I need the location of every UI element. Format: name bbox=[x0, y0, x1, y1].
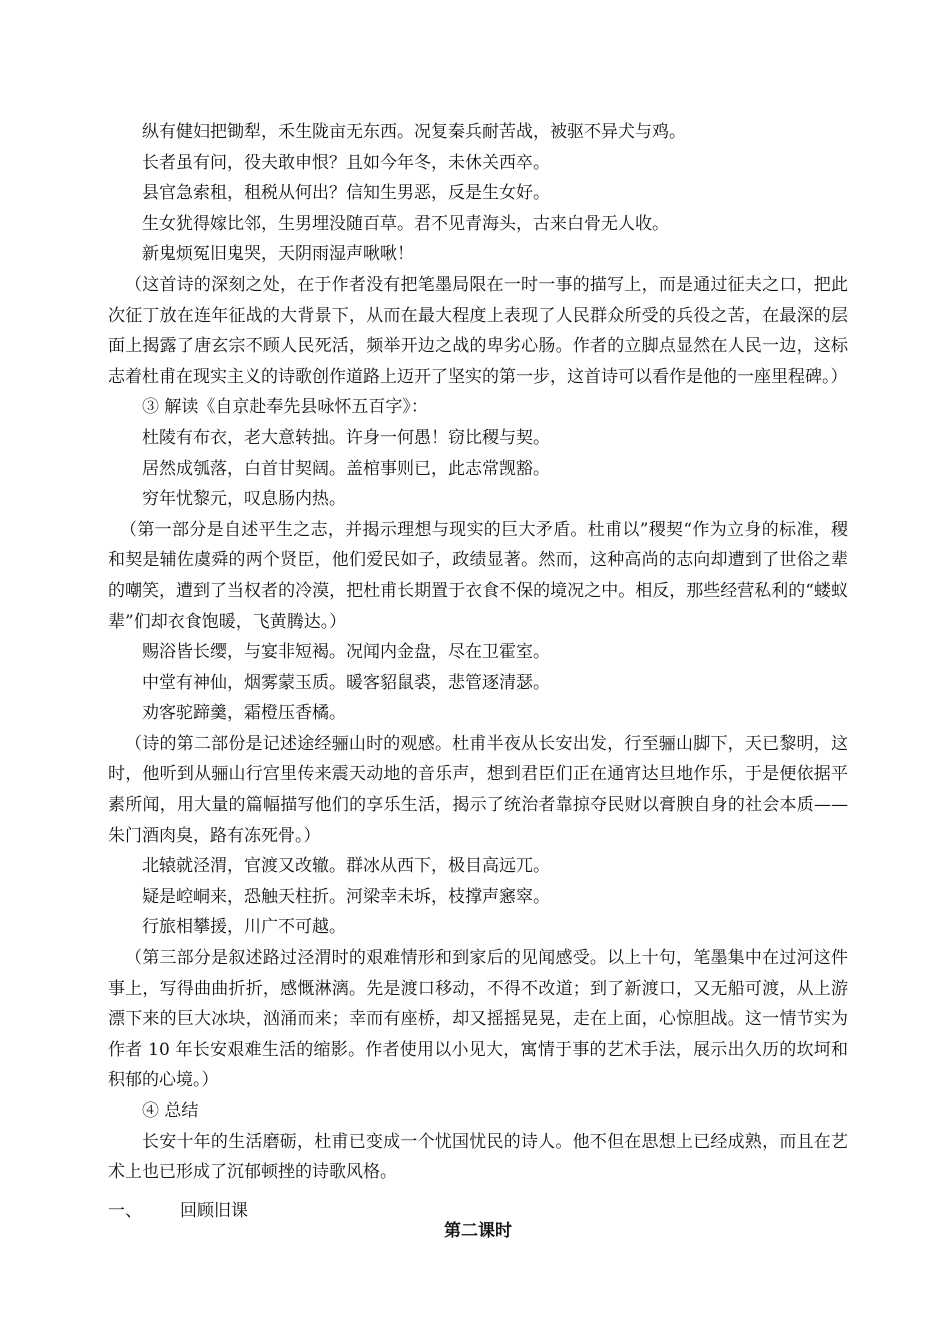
list-number: 一、 bbox=[108, 1201, 142, 1221]
poem-line: 穷年忧黎元，叹息肠内热。 bbox=[142, 489, 346, 510]
poem-line: 疑是崆峒来，恐触天柱折。河梁幸未坼，枝撑声窸窣。 bbox=[142, 886, 550, 907]
poem-line: 赐浴皆长缨，与宴非短褐。况闻内金盘，尽在卫霍室。 bbox=[142, 642, 550, 663]
list-label: 回顾旧课 bbox=[180, 1201, 248, 1221]
document-body bbox=[108, 117, 848, 1246]
item-3-title: ③ 解读《自京赴奉先县咏怀五百字》： bbox=[142, 397, 428, 418]
poem-line: 行旅相攀援，川广不可越。 bbox=[142, 917, 346, 938]
commentary-paragraph: （诗的第二部份是记述途经骊山时的观感。杜甫半夜从长安出发，行至骊山脚下，天已黎明，这时，他听到从骊山行宫里传来震天动地的音乐声，想到君臣们正在通宵达旦地作乐，于是便依据平素所闻，用大量的篇幅描写他们的享乐生活，揭示了统治者靠掠夺民财以膏腴自身的社会本质——朱门酒肉臭，路有冻死骨。） bbox=[108, 733, 848, 846]
poem-line: 新鬼烦冤旧鬼哭，天阴雨湿声啾啾！ bbox=[142, 244, 414, 265]
poem-line: 劝客驼蹄羹，霜橙压香橘。 bbox=[142, 703, 346, 724]
poem-line: 县官急索租，租税从何出？信知生男恶，反是生女好。 bbox=[142, 183, 550, 204]
poem-line: 纵有健妇把锄犁，禾生陇亩无东西。况复秦兵耐苦战，被驱不异犬与鸡。 bbox=[142, 122, 686, 142]
commentary-paragraph: （第三部分是叙述路过泾渭时的艰难情形和到家后的见闻感受。以上十句，笔墨集中在过河这件事上，写得曲曲折折，感慨淋漓。先是渡口移动，不得不改道；到了新渡口，又无船可渡，从上游漂下来的巨大冰块，汹涌而来；幸而有座桥，却又摇摇晃晃，走在上面，心惊胆战。这一情节实为作者 10 年长安艰难生活的缩影。作者使用以小见大，寓情于事的艺术手法，展示出久历的坎坷和积郁的心境。） bbox=[108, 948, 848, 1091]
poem-line: 居然成瓠落，白首甘契阔。盖棺事则已，此志常觊豁。 bbox=[142, 458, 550, 479]
poem-line: 生女犹得嫁比邻，生男埋没随百草。君不见青海头，古来白骨无人收。 bbox=[142, 213, 669, 234]
commentary-paragraph: （这首诗的深刻之处，在于作者没有把笔墨局限在一时一事的描写上，而是通过征夫之口，把此次征丁放在连年征战的大背景下，从而在最大程度上表现了人民群众所受的兵役之苦，在最深的层面上揭露了唐玄宗不顾人民死活，频举开边之战的卑劣心肠。作者的立脚点显然在人民一边，这标志着杜甫在现实主义的诗歌创作道路上迈开了坚实的第一步，这首诗可以看作是他的一座里程碑。） bbox=[108, 274, 848, 387]
poem-line: 北辕就泾渭，官渡又改辙。群冰从西下，极目高远兀。 bbox=[142, 856, 550, 877]
commentary-paragraph: （第一部分是自述平生之志，并揭示理想与现实的巨大矛盾。杜甫以”稷契“作为立身的标准，稷和契是辅佐虞舜的两个贤臣，他们爱民如子，政绩显著。然而，这种高尚的志向却遭到了世俗之辈的嘲笑，遭到了当权者的冷漠，把杜甫长期置于衣食不保的境况之中。相反，那些经营私利的“蝼蚁辈”们却衣食饱暖，飞黄腾达。） bbox=[108, 519, 848, 632]
item-4-title: ④ 总结 bbox=[142, 1101, 199, 1121]
poem-line: 杜陵有布衣，老大意转拙。许身一何愚！窃比稷与契。 bbox=[142, 427, 550, 448]
summary-paragraph: 长安十年的生活磨砺，杜甫已变成一个忧国忧民的诗人。他不但在思想上已经成熟，而且在艺术上也已形成了沉郁顿挫的诗歌风格。 bbox=[108, 1131, 848, 1183]
poem-line: 中堂有神仙，烟雾蒙玉质。暖客貂鼠裘，悲管逐清瑟。 bbox=[142, 672, 550, 693]
poem-line: 长者虽有问，役夫敢申恨？且如今年冬，未休关西卒。 bbox=[142, 152, 550, 173]
section-heading: 第二课时 bbox=[444, 1220, 512, 1241]
list-item bbox=[108, 1196, 248, 1226]
